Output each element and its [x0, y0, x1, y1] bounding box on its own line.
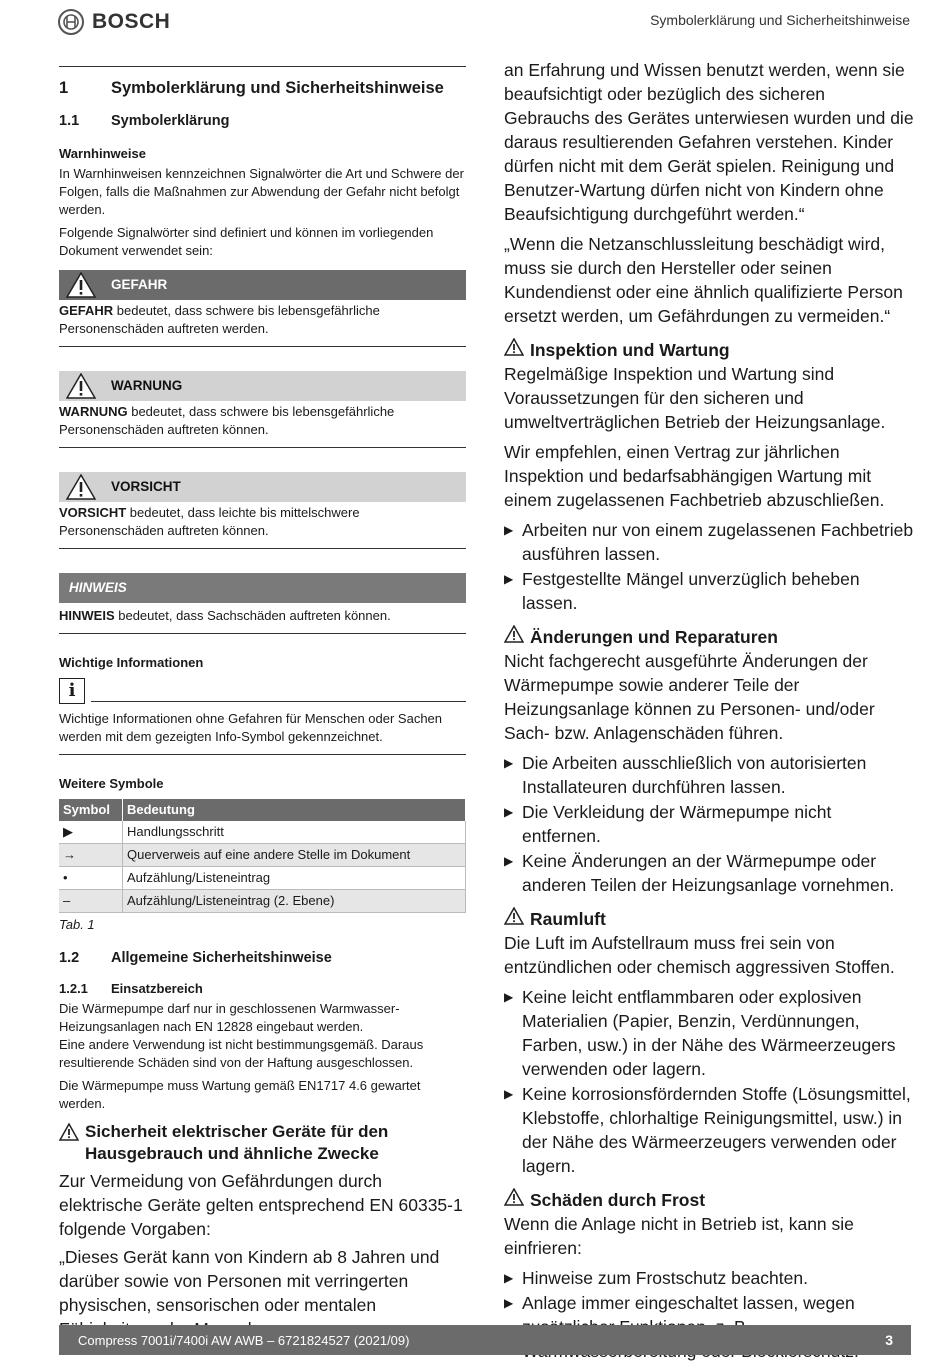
- running-header: Symbolerklärung und Sicherheitshinweise: [650, 12, 910, 28]
- footer-product-text: Compress 7001i/7400i AW AWB – 6721824527 (2021/09): [78, 1332, 410, 1348]
- power-cord-quote: „Wenn die Netzanschlussleitung beschädigt wird, muss sie durch den Hersteller oder seinen Kundendienst oder eine ähnlich qualifizierte Person ersetzt werden, um Gefährdungen zu vermeiden.“: [504, 234, 903, 326]
- gefahr-label: GEFAHR: [111, 277, 168, 292]
- step-arrow-icon: ▶: [504, 523, 514, 537]
- table-header: Symbol: [59, 799, 123, 821]
- vorsicht-description: VORSICHT bedeutet, dass leichte bis mittelschwere Personenschäden auftreten können.: [59, 502, 466, 549]
- list-item: ▶ Keine leicht entflammbaren oder explosiven Materialien (Papier, Benzin, Verdünnungen, Farben, usw.) in der Nähe des Wärmeerzeugers verwenden oder lagern.: [504, 987, 896, 1079]
- warning-triangle-icon: [504, 1188, 524, 1212]
- info-symbol-row: [59, 678, 466, 704]
- frost-text: Wenn die Anlage nicht in Betrieb ist, kann sie einfrieren:: [504, 1214, 854, 1258]
- right-column: [504, 58, 914, 1369]
- page-number: 3: [885, 1332, 893, 1348]
- symbols-heading: Weitere Symbole: [59, 776, 164, 791]
- step-arrow-icon: ▶: [504, 1271, 514, 1285]
- table-cell-symbol: –: [59, 890, 123, 913]
- section-heading-1-1: 1.1 Symbolerklärung: [59, 113, 230, 129]
- list-item: ▶ Keine Änderungen an der Wärmepumpe oder anderen Teilen der Heizungsanlage vornehmen.: [504, 851, 895, 895]
- step-arrow-icon: ▶: [504, 990, 514, 1004]
- table-cell-meaning: Aufzählung/Listeneintrag: [123, 867, 466, 890]
- page-footer: [59, 1325, 911, 1355]
- info-icon: i: [59, 678, 85, 704]
- list-item: ▶ Die Verkleidung der Wärmepumpe nicht entfernen.: [504, 802, 832, 846]
- warning-triangle-icon: [59, 1123, 79, 1165]
- table-cell-meaning: Aufzählung/Listeneintrag (2. Ebene): [123, 890, 466, 913]
- table-cell-symbol: →: [59, 844, 123, 867]
- einsatz-text-3: Die Wärmepumpe muss Wartung gemäß EN1717 4.6 gewartet werden.: [59, 1078, 421, 1111]
- table-cell-symbol: ▶: [59, 821, 123, 844]
- hinweis-label: HINWEIS: [69, 580, 127, 595]
- hinweis-description: HINWEIS bedeutet, dass Sachschäden auftreten können.: [59, 603, 466, 634]
- table-row: [59, 821, 466, 844]
- inspection-steps: [504, 518, 914, 615]
- left-column: [59, 66, 466, 1345]
- table-cell-meaning: Querverweis auf eine andere Stelle im Dokument: [123, 844, 466, 867]
- chapter-heading: 1 Symbolerklärung und Sicherheitshinweise: [59, 79, 444, 97]
- bosch-armature-icon: [58, 9, 84, 35]
- subsection-heading-1-2-1: 1.2.1 Einsatzbereich: [59, 981, 203, 996]
- elec-safety-quote: „Dieses Gerät kann von Kindern ab 8 Jahren und darüber sowie von Personen mit verringerten physischen, sensorischen oder mentalen: [59, 1247, 440, 1315]
- room-air-heading: Raumluft: [504, 907, 914, 931]
- warnung-label: WARNUNG: [111, 378, 183, 393]
- info-description: Wichtige Informationen ohne Gefahren für Menschen oder Sachen werden mit dem gezeigten Info-Symbol gekennzeichnet.: [59, 704, 466, 755]
- step-arrow-icon: ▶: [504, 572, 514, 586]
- step-arrow-icon: ▶: [504, 854, 514, 868]
- step-arrow-icon: ▶: [504, 1087, 514, 1101]
- list-item: ▶ Hinweise zum Frostschutz beachten.: [504, 1268, 808, 1288]
- table-row: [59, 890, 466, 913]
- warnung-bar: [59, 371, 466, 401]
- vorsicht-bar: [59, 472, 466, 502]
- warning-triangle-icon: [59, 272, 103, 298]
- gefahr-bar: [59, 270, 466, 300]
- vorsicht-label: VORSICHT: [111, 479, 181, 494]
- list-item: ▶ Anlage immer eingeschaltet lassen, wegen: [504, 1291, 914, 1363]
- list-item: ▶ Festgestellte Mängel unverzüglich beheben lassen.: [504, 569, 860, 613]
- step-arrow-icon: ▶: [504, 805, 514, 819]
- brand-name: BOSCH: [92, 10, 171, 33]
- einsatz-text-1: Die Wärmepumpe darf nur in geschlossenen Warmwasser-Heizungsanlagen nach EN 12828 eingebaut werden.: [59, 1001, 400, 1034]
- list-item: ▶ Keine korrosionsfördernden Stoffe (Lösungsmittel, Klebstoffe, chlorhaltige Reinigungsmittel, usw.) in der Nähe des Wärmeerzeugers verwenden oder lagern.: [504, 1084, 911, 1176]
- info-rule: [91, 701, 466, 702]
- changes-steps: [504, 751, 914, 897]
- einsatz-text-2: Eine andere Verwendung ist nicht bestimmungsgemäß. Daraus resultierende Schäden sind von der Haftung ausgeschlossen.: [59, 1037, 424, 1070]
- table-header: Bedeutung: [123, 799, 466, 821]
- inspection-text-1: Regelmäßige Inspektion und Wartung sind Voraussetzungen für den sicheren und umweltverträglichen Betrieb der Heizungsanlage.: [504, 364, 886, 432]
- warnung-description: WARNUNG bedeutet, dass schwere bis lebensgefährliche Personenschäden auftreten können.: [59, 401, 466, 448]
- warning-triangle-icon: [504, 907, 524, 931]
- brand-logo: [58, 9, 170, 35]
- warnhinweise-text: In Warnhinweisen kennzeichnen Signalwörter die Art und Schwere der Folgen, falls die Maßnahmen zur Abwendung der Gefahr nicht befolgt werden.: [59, 166, 464, 217]
- section-heading-1-2: 1.2 Allgemeine Sicherheitshinweise: [59, 950, 332, 966]
- table-row: [59, 867, 466, 890]
- gefahr-description: GEFAHR bedeutet, dass schwere bis lebensgefährliche Personenschäden auftreten werden.: [59, 300, 466, 347]
- hinweis-bar: [59, 573, 466, 603]
- warning-triangle-icon: [504, 625, 524, 649]
- signalwoerter-text: Folgende Signalwörter sind definiert und können im vorliegenden Dokument verwendet sein:: [59, 225, 434, 258]
- table-row: [59, 844, 466, 867]
- step-arrow-icon: ▶: [504, 756, 514, 770]
- changes-heading: Änderungen und Reparaturen: [504, 625, 914, 649]
- frost-heading: Schäden durch Frost: [504, 1188, 914, 1212]
- quote-continuation: an Erfahrung und Wissen benutzt werden, wenn sie beaufsichtigt oder bezüglich des sicheren Gebrauchs des Gerätes unterwiesen wurden und die daraus resultierenden Gefahren verstehen. Kinder dürfen nicht mit dem Gerät spielen. Reinigung und Benutzer-Wartung dürfen nicht von Kindern ohne Beaufsichtigung durchgeführt werden.“: [504, 60, 914, 224]
- warning-triangle-icon: [504, 338, 524, 362]
- inspection-heading: Inspektion und Wartung: [504, 338, 914, 362]
- step-arrow-icon: ▶: [504, 1296, 514, 1310]
- warnhinweise-heading: Warnhinweise: [59, 146, 146, 161]
- warning-triangle-icon: [59, 373, 103, 399]
- table-cell-meaning: Handlungsschritt: [123, 821, 466, 844]
- list-item: ▶ Die Arbeiten ausschließlich von autorisierten Installateuren durchführen lassen.: [504, 753, 867, 797]
- table-cell-symbol: •: [59, 867, 123, 890]
- info-heading: Wichtige Informationen: [59, 655, 204, 670]
- inspection-text-2: Wir empfehlen, einen Vertrag zur jährlichen Inspektion und bedarfsabhängigen Wartung mit einem zugelassenen Fachbetrieb abzuschließen.: [504, 442, 885, 510]
- room-air-steps: [504, 985, 914, 1178]
- elec-safety-intro: Zur Vermeidung von Gefährdungen durch elektrische Geräte gelten entsprechend EN 60335-1 folgende Vorgaben:: [59, 1171, 463, 1239]
- warning-triangle-icon: [59, 474, 103, 500]
- room-air-text: Die Luft im Aufstellraum muss frei sein von entzündlichen oder chemisch aggressiven Stoffen.: [504, 933, 895, 977]
- list-item: ▶ Arbeiten nur von einem zugelassenen Fachbetrieb ausführen lassen.: [504, 520, 914, 564]
- changes-text: Nicht fachgerecht ausgeführte Änderungen der Wärmepumpe sowie anderer Teile der Heizungsanlage können zu Personen- und/oder Sach- bzw. Anlagenschäden führen.: [504, 651, 875, 743]
- table-caption: Tab. 1: [59, 917, 95, 932]
- elec-safety-heading: Sicherheit elektrischer Geräte für den Hausgebrauch und ähnliche Zwecke: [59, 1121, 466, 1165]
- symbols-table: [59, 799, 466, 913]
